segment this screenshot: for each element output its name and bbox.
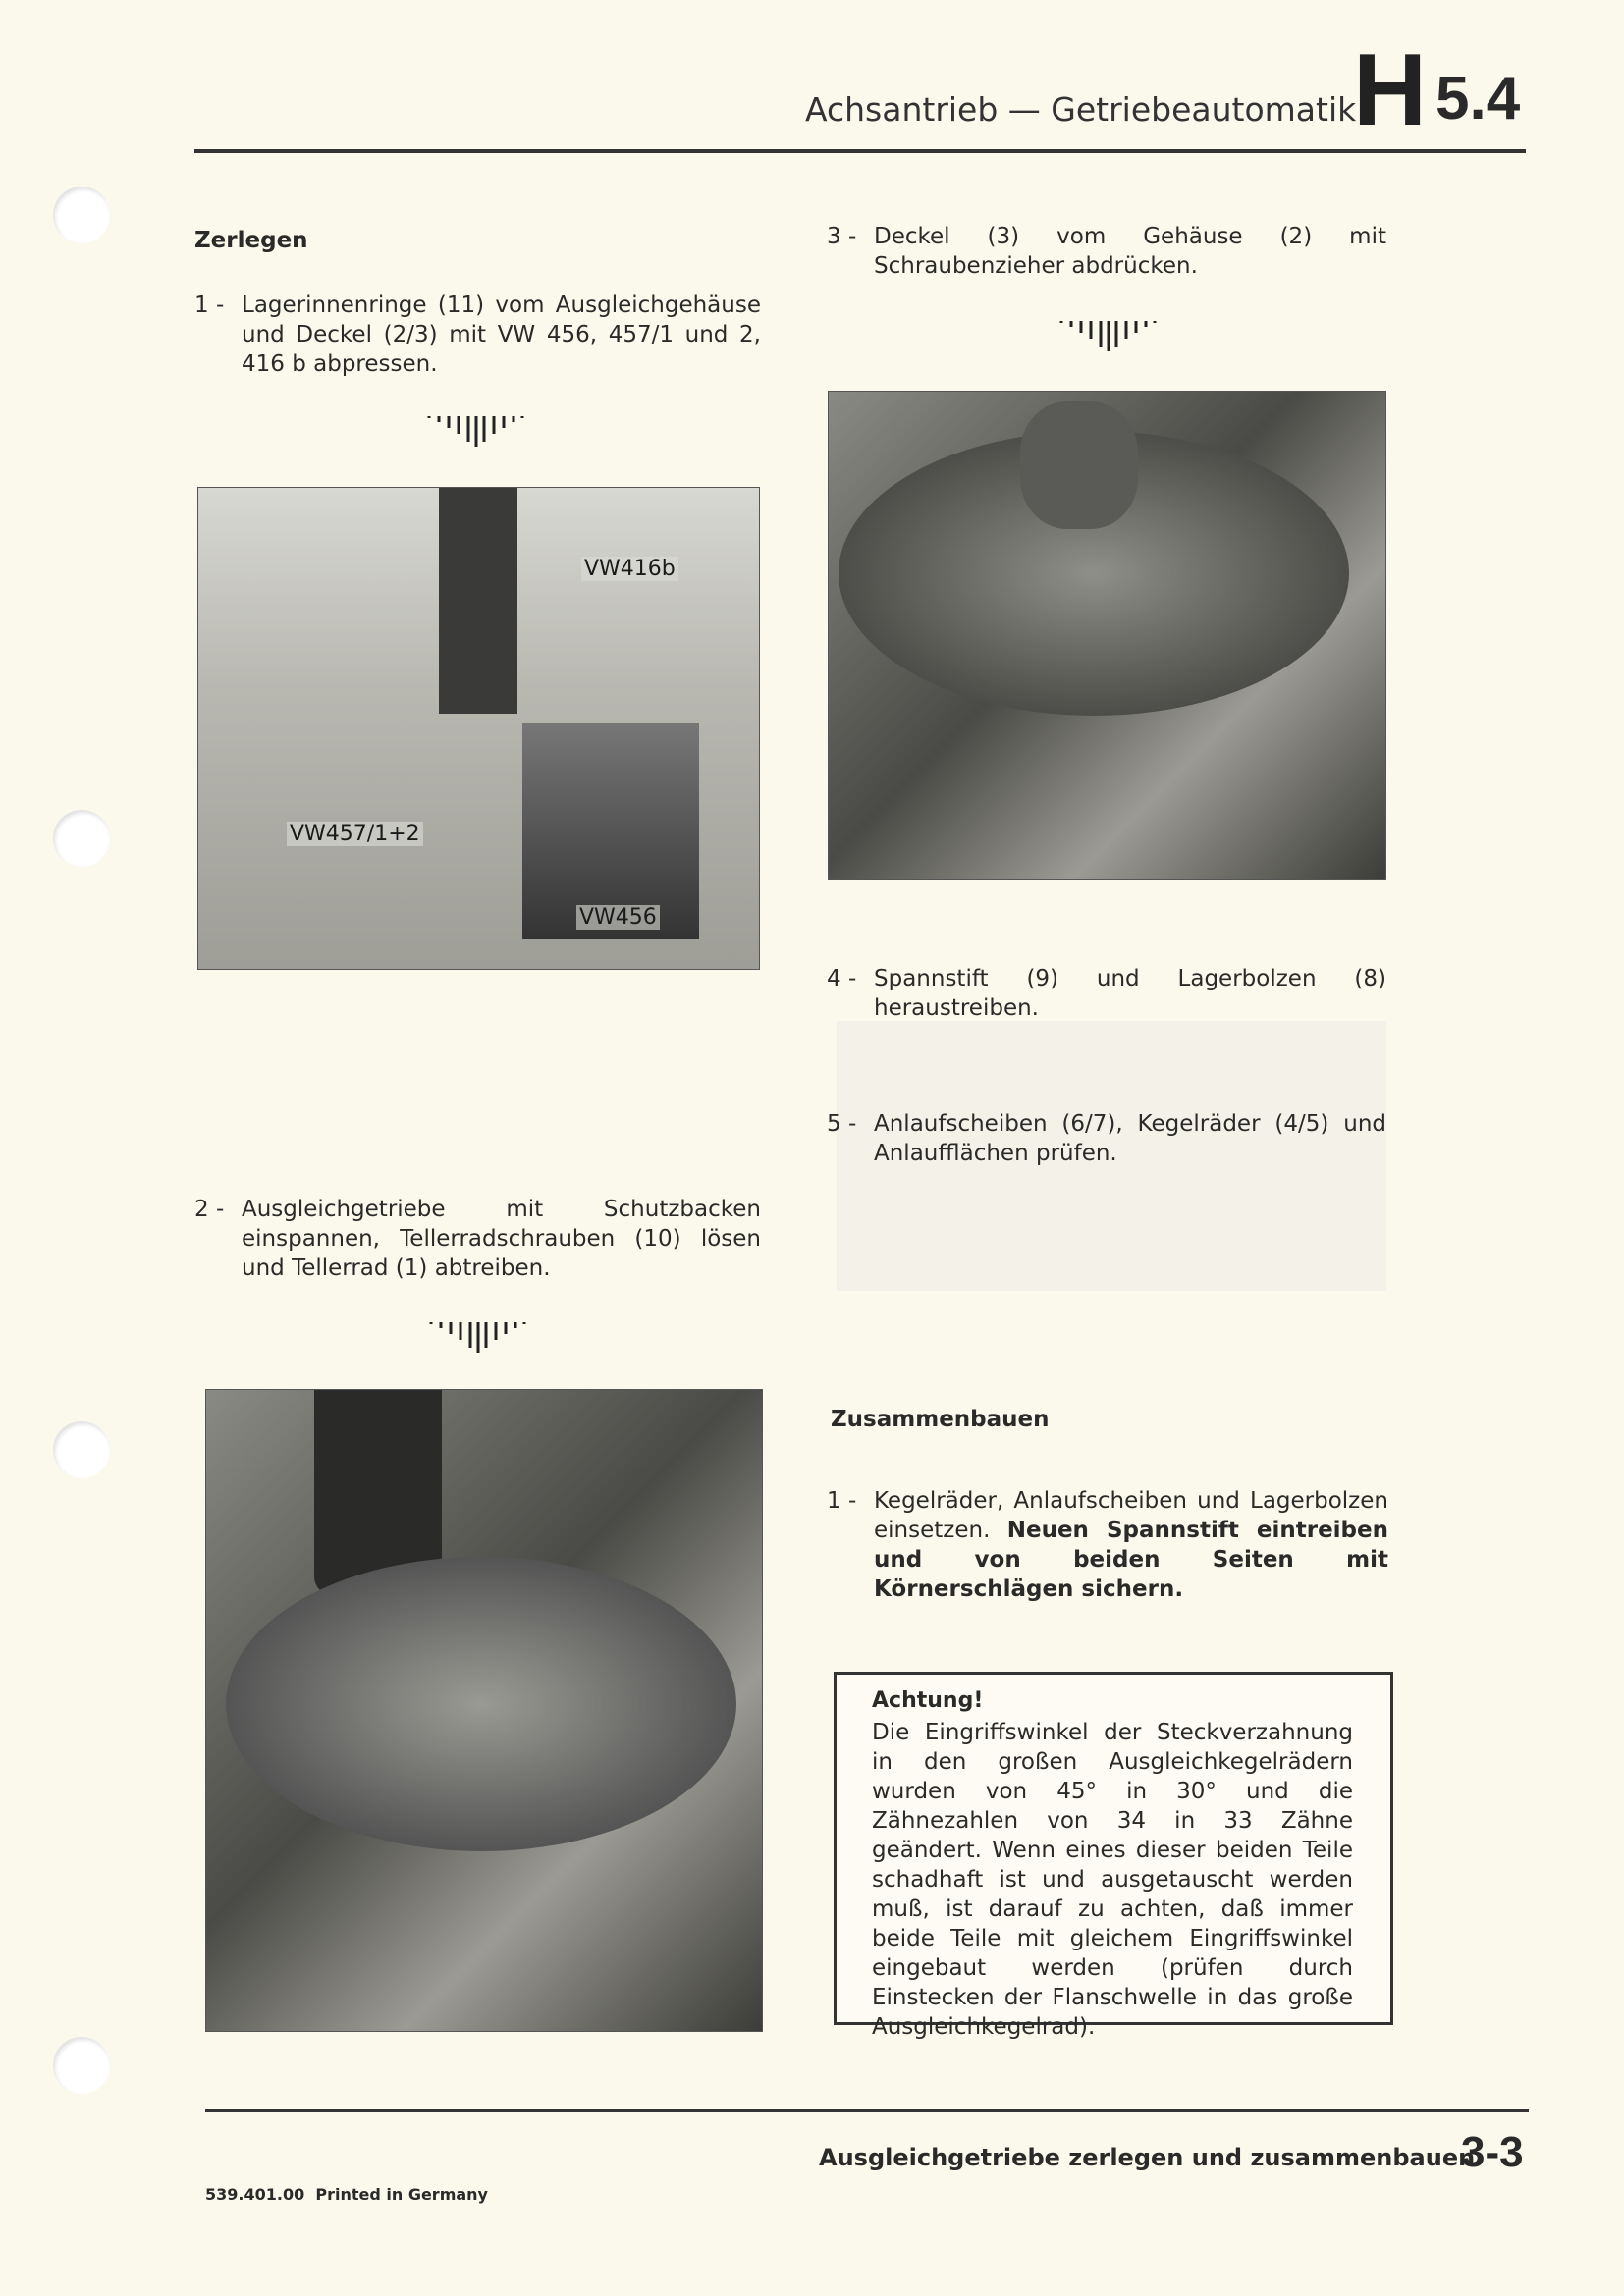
photo-remove-cover [828, 391, 1386, 880]
step-number: 5 - [827, 1111, 857, 1137]
down-arrow-icon [424, 414, 527, 449]
section-heading-disassembly: Zerlegen [194, 228, 308, 253]
tool-label: VW457/1+2 [287, 822, 423, 846]
punch-hole [53, 1421, 110, 1478]
step-number: 4 - [827, 966, 857, 991]
step-text: Lagerinnenringe (11) vom Ausgleichgehäuse und Deckel (2/3) mit VW 456, 457/1 und 2, 416 b abpressen. [242, 293, 761, 377]
section-number: 5.4 [1435, 65, 1521, 133]
header-rule [194, 149, 1526, 153]
bearing-hub [1020, 401, 1138, 529]
press-tool [439, 488, 517, 714]
step-text-bold: Neuen Spannstift eintreiben und von beiden Seiten mit Körnerschlägen sichern. [874, 1518, 1388, 1602]
footer-title: Ausgleichgetriebe zerlegen und zusammenbauen [819, 2144, 1476, 2171]
assembly-step-1 [827, 1486, 1388, 1604]
step-2 [194, 1195, 761, 1283]
differential-housing [226, 1557, 736, 1851]
step-1 [194, 291, 761, 379]
step-3 [827, 222, 1386, 281]
step-number: 2 - [194, 1197, 225, 1222]
notice-box [834, 1672, 1393, 2040]
step-5 [827, 1109, 1386, 1168]
tool-label: VW456 [576, 905, 660, 930]
punch-hole [53, 810, 110, 867]
step-text: Spannstift (9) und Lagerbolzen (8) heraustreiben. [874, 966, 1386, 1021]
print-code: 539.401.00 Printed in Germany [205, 2185, 488, 2204]
step-number: 1 - [827, 1488, 857, 1514]
step-text: Anlaufscheiben (6/7), Kegelräder (4/5) und Anlaufflächen prüfen. [874, 1111, 1386, 1166]
step-number: 1 - [194, 293, 225, 318]
step-text: Kegelräder, Anlaufscheiben und Lagerbolzen einsetzen. [874, 1488, 1388, 1543]
page-number: 3-3 [1461, 2128, 1524, 2176]
chapter-title: Achsantrieb — Getriebeautomatik [805, 90, 1357, 129]
punch-hole [53, 2037, 110, 2094]
photo-remove-ring-gear [205, 1389, 763, 2032]
punch-hole [53, 187, 110, 243]
notice-text: Die Eingriffswinkel der Steckverzahnung in den großen Ausgleichkegelrädern wurden von 45° in 30° und die Zähnezahlen von 34 in 33 Zähne geändert. Wenn eines dieser beiden Teile schadhaft ist und ausgetauscht werden muß, ist darauf zu achten, daß immer beide Teile mit gleichem Eingriffswinkel eingebaut werden (prüfen durch Einstecken der Flanschwelle in das große Ausgleichkegelrad). [872, 1720, 1353, 2040]
step-text: Deckel (3) vom Gehäuse (2) mit Schraubenzieher abdrücken. [874, 224, 1386, 279]
section-letter: H [1353, 33, 1428, 147]
down-arrow-icon [1056, 319, 1160, 353]
section-heading-assembly: Zusammenbauen [831, 1407, 1050, 1432]
footer-rule [205, 2109, 1529, 2112]
tool-label: VW416b [581, 557, 678, 581]
step-4 [827, 964, 1386, 1023]
step-text: Ausgleichgetriebe mit Schutzbacken einspannen, Tellerradschrauben (10) lösen und Tellerrad (1) abtreiben. [242, 1197, 761, 1281]
notice-title: Achtung! [872, 1688, 984, 1713]
photo-press-bearing-rings [197, 487, 760, 970]
step-number: 3 - [827, 224, 857, 249]
down-arrow-icon [426, 1320, 529, 1355]
